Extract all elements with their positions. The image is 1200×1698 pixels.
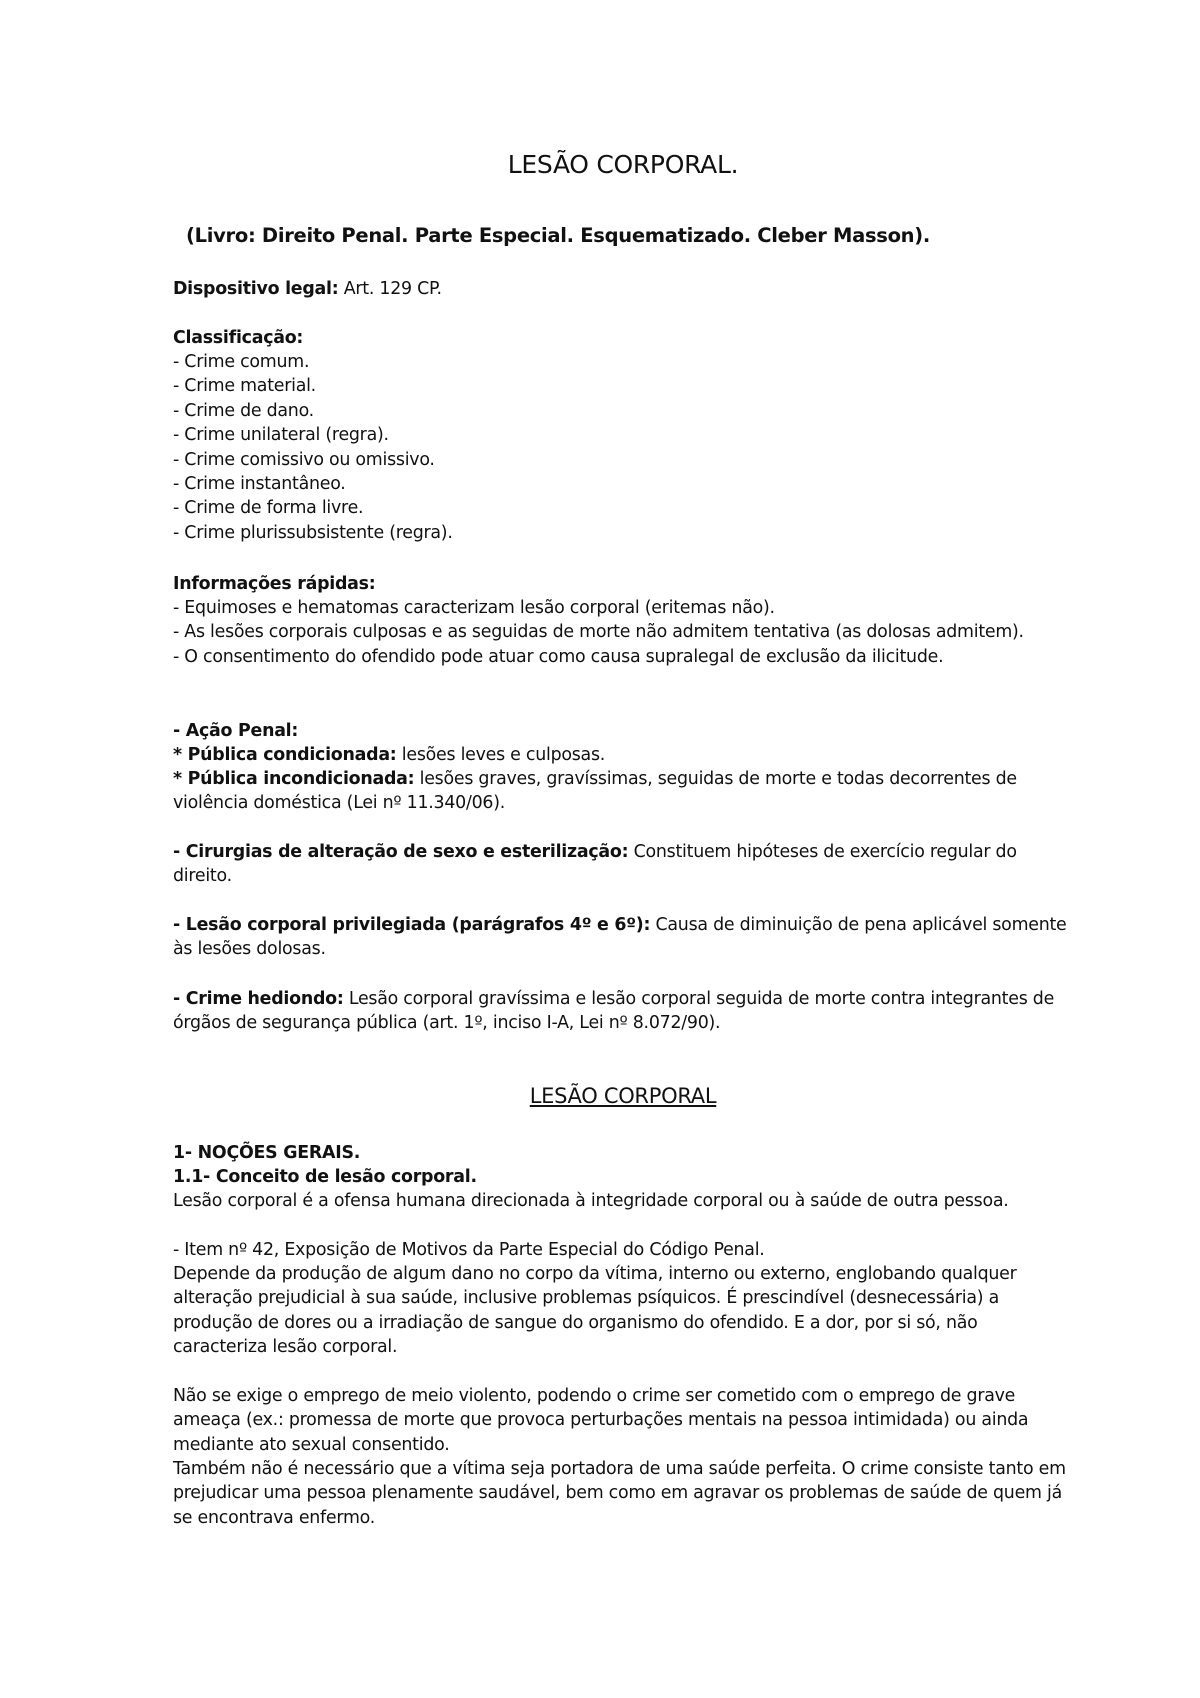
dispositivo-value: Art. 129 CP. <box>338 279 442 299</box>
acao-incondicionada-label: * Pública incondicionada: <box>173 769 415 789</box>
informacoes-heading: Informações rápidas: <box>173 574 376 594</box>
item-42-paragraph: - Item nº 42, Exposição de Motivos da Parte Especial do Código Penal. <box>173 1240 765 1260</box>
list-item: - Equimoses e hematomas caracterizam lesão corporal (eritemas não). <box>173 598 775 618</box>
acao-condicionada-value: lesões leves e culposas. <box>396 745 606 765</box>
conceito-paragraph: Lesão corporal é a ofensa humana direcionada à integridade corporal ou à saúde de outra pessoa. <box>173 1191 1009 1211</box>
list-item: - Crime material. <box>173 376 316 397</box>
list-item: - Crime comum. <box>173 352 310 372</box>
classificacao-list <box>173 350 1073 545</box>
nocoes-gerais-heading: 1- NOÇÕES GERAIS. <box>173 1143 361 1163</box>
acao-condicionada-label: * Pública condicionada: <box>173 745 397 765</box>
depende-paragraph: Depende da produção de algum dano no corpo da vítima, interno ou externo, englobando qualquer alteração prejudicial à sua saúde, inclusive problemas psíquicos. É prescindível (desnecessária) a produção de dores ou a irradiação de sangue do organismo do ofendido. E a dor, por si só, não caracteriza lesão corporal. <box>173 1264 1017 1358</box>
privilegiada-label: - Lesão corporal privilegiada (parágrafos 4º e 6º): <box>173 915 651 935</box>
informacoes-list <box>173 596 1073 669</box>
acao-incondicionada-value: lesões graves, gravíssimas, seguidas de morte e todas decorrentes de violência doméstica (Lei nº 11.340/06). <box>173 769 1017 814</box>
list-item: - Crime plurissubsistente (regra). <box>173 522 453 543</box>
hediondo-label: - Crime hediondo: <box>173 989 344 1009</box>
cirurgias-value: Constituem hipóteses de exercício regular do direito. <box>173 842 1017 887</box>
section-title: LESÃO CORPORAL <box>529 1084 717 1108</box>
acao-incondicionada <box>173 767 1073 816</box>
document-title: LESÃO CORPORAL. <box>507 150 739 179</box>
dispositivo-legal <box>173 277 1073 301</box>
list-item: - Crime de dano. <box>173 400 314 421</box>
privilegiada-paragraph <box>173 913 1073 962</box>
hediondo-value: Lesão corporal gravíssima e lesão corporal seguida de morte contra integrantes de órgãos de segurança pública (art. 1º, inciso I-A, Lei nº 8.072/90). <box>173 989 1055 1034</box>
acao-penal-heading: - Ação Penal: <box>173 721 299 741</box>
conceito-heading: 1.1- Conceito de lesão corporal. <box>173 1167 477 1187</box>
list-item: - Crime instantâneo. <box>173 474 346 495</box>
cirurgias-paragraph <box>173 840 1073 889</box>
cirurgias-label: - Cirurgias de alteração de sexo e esterilização: <box>173 842 629 862</box>
nao-exige-paragraph: Não se exige o emprego de meio violento, podendo o crime ser cometido com o emprego de grave ameaça (ex.: promessa de morte que provoca perturbações mentais na pessoa intimidada) ou ainda mediante ato sexual consentido. <box>173 1386 1029 1455</box>
classificacao-heading: Classificação: <box>173 328 304 348</box>
list-item: - Crime unilateral (regra). <box>173 425 389 446</box>
list-item: - O consentimento do ofendido pode atuar como causa supralegal de exclusão da ilicitude. <box>173 646 944 667</box>
dispositivo-label: Dispositivo legal: <box>173 279 339 299</box>
privilegiada-value: Causa de diminuição de pena aplicável somente às lesões dolosas. <box>173 915 1067 960</box>
list-item: - Crime comissivo ou omissivo. <box>173 449 435 470</box>
book-reference: (Livro: Direito Penal. Parte Especial. Esquematizado. Cleber Masson). <box>186 224 930 247</box>
list-item: - Crime de forma livre. <box>173 498 364 519</box>
list-item: - As lesões corporais culposas e as seguidas de morte não admitem tentativa (as dolosas admitem). <box>173 622 1024 643</box>
tambem-paragraph: Também não é necessário que a vítima seja portadora de uma saúde perfeita. O crime consiste tanto em prejudicar uma pessoa plenamente saudável, bem como em agravar os problemas de saúde de quem já se encontrava enfermo. <box>173 1459 1066 1528</box>
acao-condicionada <box>173 743 1073 767</box>
hediondo-paragraph <box>173 987 1073 1036</box>
